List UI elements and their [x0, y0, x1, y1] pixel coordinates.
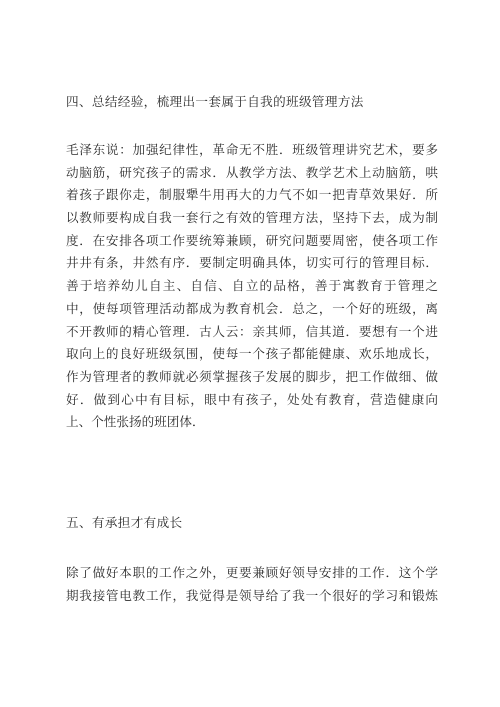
paragraph-line: 上、个性张扬的班团体．: [66, 414, 205, 430]
paragraph-line: 中，使每项管理活动都成为教育机会．总之，一个好的班级，离: [66, 300, 438, 316]
paragraph-line: 以教师要构成自我一套行之有效的管理方法，坚持下去，成为制: [66, 210, 438, 226]
paragraph-line: 毛泽东说：加强纪律性，革命无不胜．班级管理讲究艺术，要多: [66, 142, 438, 157]
paragraph-line: 不开教师的精心管理．古人云：亲其师，信其道．要想有一个进: [66, 323, 438, 339]
section-4-heading: 四、总结经验，梳理出一套属于自我的班级管理方法: [66, 94, 364, 109]
paragraph-line: 除了做好本职的工作之外，更要兼顾好领导安排的工作．这个学: [66, 565, 438, 580]
paragraph-line: 好．做到心中有目标，眼中有孩子，处处有教育，营造健康向: [66, 391, 438, 407]
paragraph-line: 作为管理者的教师就必须掌握孩子发展的脚步，把工作做细、做: [66, 368, 438, 384]
section-4-paragraph: [66, 139, 438, 434]
paragraph-line: 期我接管电教工作，我觉得是领导给了我一个很好的学习和锻炼: [66, 587, 438, 603]
paragraph-line: 度．在安排各项工作要统筹兼顾，研究问题要周密，使各项工作: [66, 232, 438, 248]
section-5-paragraph: [66, 562, 438, 607]
paragraph-line: 善于培养幼儿自主、自信、自立的品格，善于寓教育于管理之: [66, 278, 438, 294]
paragraph-line: 着孩子跟你走，制服犟牛用再大的力气不如一把青草效果好．所: [66, 187, 438, 203]
paragraph-line: 井井有条，井然有序．要制定明确具体，切实可行的管理目标．: [66, 255, 438, 271]
paragraph-line: 动脑筋，研究孩子的需求．从教学方法、教学艺术上动脑筋，哄: [66, 164, 438, 180]
section-5-heading: 五、有承担才有成长: [66, 515, 183, 530]
paragraph-line: 取向上的良好班级氛围，使每一个孩子都能健康、欢乐地成长，: [66, 346, 438, 362]
